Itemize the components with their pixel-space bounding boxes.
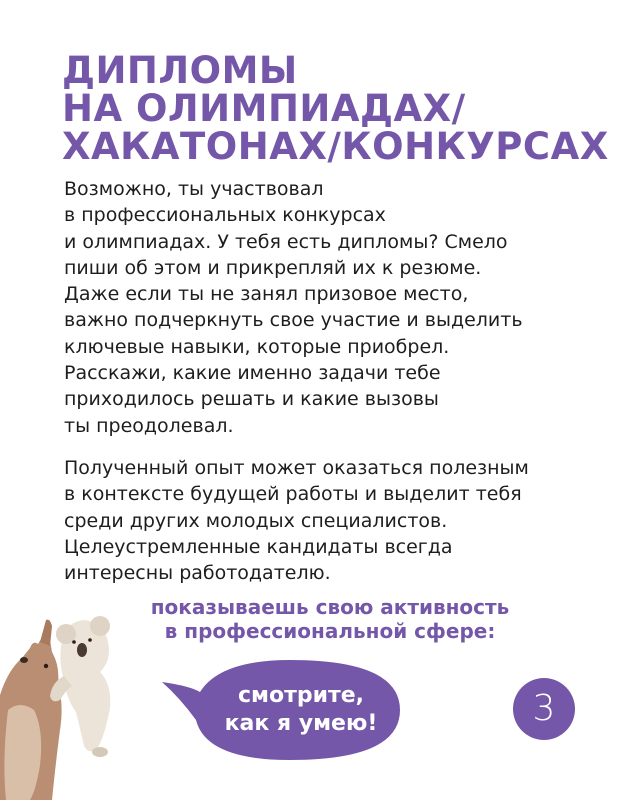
paragraph-line: в профессиональных конкурсах [64,204,386,227]
illustration-label: E [68,741,78,759]
title-line: ХАКАТОНАХ/КОНКУРСАХ [62,125,609,168]
paragraph-line: Расскажи, какие именно задачи тебе [64,362,441,385]
speech-bubble-text [196,682,406,738]
paragraph-line: и олимпиадах. У тебя есть дипломы? Смело [64,230,508,253]
paragraph-line: Полученный опыт может оказаться полезным [64,457,529,479]
highlight-line: показываешь свою активность [150,595,510,619]
paragraph-line: ты преодолевал. [64,414,234,437]
paragraph-line: приходилось решать и какие вызовы [64,388,439,411]
page-title [62,49,622,168]
bubble-line: как я умею! [224,711,378,736]
paragraph-line: Целеустремленные кандидаты всегда [64,535,453,558]
experience-paragraph [64,455,604,586]
title-line: НА ОЛИМПИАДАХ/ [62,87,466,130]
highlight-line: в профессиональной сфере: [164,619,496,643]
paragraph-line: среди других молодых специалистов. [64,509,448,532]
bubble-line: смотрите, [237,683,365,708]
paragraph-line: ключевые навыки, которые приобрел. [64,335,450,358]
page-number-badge: 3 [513,678,575,740]
paragraph-line: Возможно, ты участвовал [64,178,324,200]
paragraph-line: интересны работодателю. [64,562,331,585]
paragraph-line: Даже если ты не занял призовое место, [64,283,469,306]
paragraph-line: в контексте будущей работы и выделит тебя [64,483,522,506]
intro-paragraph [64,176,604,439]
paragraph-line: важно подчеркнуть свое участие и выделить [64,309,523,332]
title-line: ДИПЛОМЫ [62,49,298,92]
paragraph-line: пиши об этом и прикрепляй их к резюме. [64,256,482,279]
